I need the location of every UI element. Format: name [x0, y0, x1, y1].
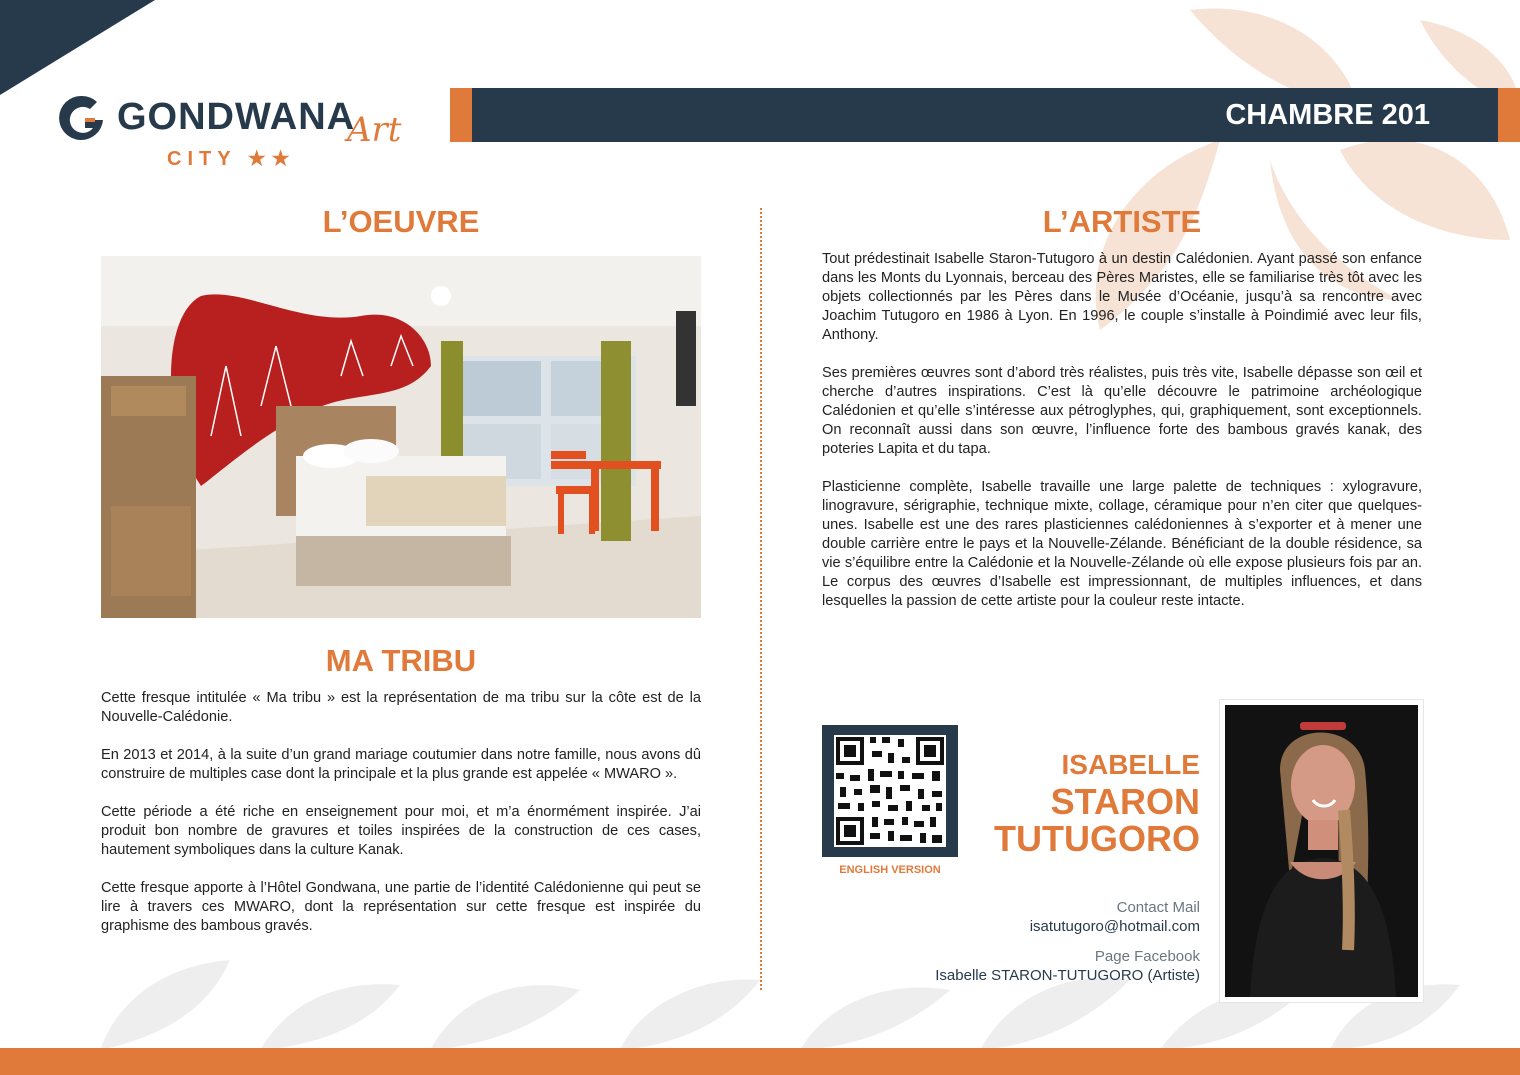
brand-name: GONDWANA [117, 96, 356, 138]
artwork-title: MA TRIBU [325, 643, 477, 678]
corner-triangle [0, 0, 155, 95]
header-accent-left [450, 88, 472, 142]
artiste-paragraph: Plasticienne complète, Isabelle travaille une large palette de techniques : xylogravure, linogravure, sérigraphie, technique mixte, collage, céramique pour n’en citer que quelques-unes. Isabelle est une des rares plasticiennes calédoniennes à s’exporter et à mener une double carrière entre le pays et la Nouvelle-Zélande. Bénéficiant de la double résidence, sa vie s’équilibre entre la Calédonie et la Nouvelle-Zélande où elle expose plusieurs fois par an. Le corpus des œuvres d’Isabelle est impressionnant, de multiples influences, et dans lesquelles la passion de cette artiste pour la couleur reste intacte. [822, 479, 1422, 609]
column-divider [760, 208, 762, 990]
artiste-heading: L’ARTISTE [1042, 204, 1202, 239]
oeuvre-heading: L’OEUVRE [322, 204, 480, 239]
oeuvre-paragraph: En 2013 et 2014, à la suite d’un grand mariage coutumier dans notre famille, nous avons dû construire de multiples case dont la principale et la plus grande est appelée « MWARO ». [101, 747, 701, 782]
header-accent-right [1498, 88, 1520, 142]
qr-english-version-label: ENGLISH VERSION [839, 864, 941, 876]
g-logo-icon [55, 92, 107, 144]
brand-art: Art [347, 110, 402, 150]
qr-code-icon [822, 725, 958, 857]
room-number: CHAMBRE 201 [1225, 99, 1430, 131]
contact-mail-label: Contact Mail [1116, 899, 1200, 916]
artist-portrait [1220, 700, 1423, 1002]
artist-name [994, 746, 1200, 857]
contact-mail-link[interactable]: isatutugoro@hotmail.com [1029, 918, 1200, 935]
artiste-biography [822, 250, 1422, 630]
artist-name-second: STARON [1050, 781, 1200, 822]
facebook-label: Page Facebook [1094, 948, 1200, 965]
facebook-link[interactable]: Isabelle STARON-TUTUGORO (Artiste) [935, 967, 1200, 984]
contact-mail-block [1030, 898, 1200, 936]
footer-bar [0, 1048, 1520, 1075]
brand-logo [55, 92, 425, 172]
facebook-block [935, 947, 1200, 985]
artiste-paragraph: Tout prédestinait Isabelle Staron-Tutugoro à un destin Calédonien. Ayant passé son enfance dans les Monts du Lyonnais, berceau des Pères Maristes, elle se familiarise très tôt avec les objets collectionnés par les Pères dans le Musée d’Océanie, jusqu’à sa rencontre avec Joachim Tutugoro en 1986 à Lyon. En 1996, le couple s’installe à Poindimié avec leur fils, Anthony. [822, 251, 1422, 343]
oeuvre-description [101, 689, 701, 955]
oeuvre-paragraph: Cette période a été riche en enseignement pour moi, et m’a énormément inspirée. J’ai produit bon nombre de gravures et toiles inspirées de la construction de ces cases, hautement symboliques dans la culture Kanak. [101, 804, 701, 858]
oeuvre-paragraph: Cette fresque apporte à l’Hôtel Gondwana, une partie de l’identité Calédonienne qui peut se lire à travers ces MWARO, dont la représentation sur cette fresque est inspirée du graphisme des bambous gravés. [101, 880, 701, 934]
artiste-paragraph: Ses premières œuvres sont d’abord très réalistes, puis très vite, Isabelle dépasse son œil et cherche d’autres inspirations. C’est là qu’elle découvre le patrimoine archéologique Calédonien et qu’elle s’intéresse aux pétroglyphes, qui, graphiquement, sont exceptionnels. On reconnaît aussi dans son œuvre, l’influence forte des bambous gravés kanak, des poteries Lapita et du tapa. [822, 365, 1422, 457]
artist-name-third: TUTUGORO [994, 818, 1200, 859]
oeuvre-paragraph: Cette fresque intitulée « Ma tribu » est la représentation de ma tribu sur la côte est de la Nouvelle-Calédonie. [101, 690, 701, 725]
brand-city: CITY ★★ [167, 148, 296, 170]
qr-code[interactable] [822, 725, 958, 857]
room-photo [101, 256, 701, 618]
artist-name-first: ISABELLE [1061, 749, 1200, 780]
